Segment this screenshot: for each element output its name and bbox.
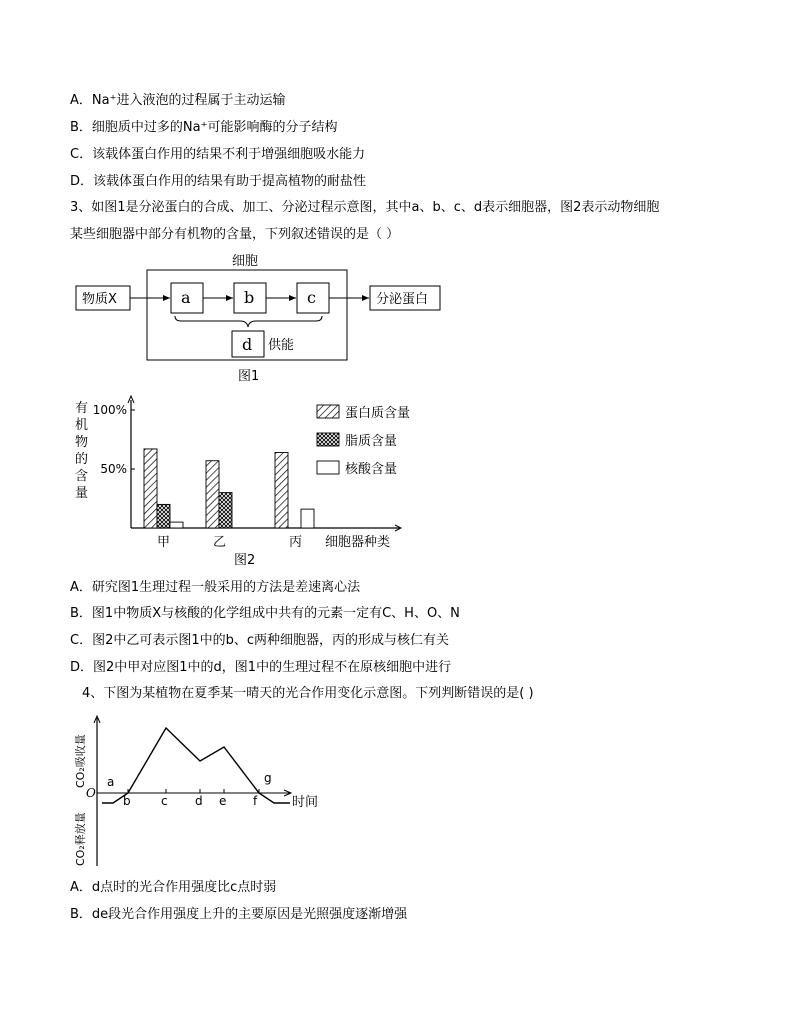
legend-label: 脂质含量 bbox=[345, 434, 398, 449]
q4-option-a: A．d点时的光合作用强度比c点时弱 bbox=[70, 880, 277, 895]
bar-diagonal-hatch-0 bbox=[144, 449, 157, 528]
bar-chart-category: 甲 bbox=[157, 535, 171, 550]
bar-chart-ylabel-char: 的 bbox=[75, 452, 89, 467]
bar-chart-xlabel: 细胞器种类 bbox=[325, 535, 391, 550]
point-label-b: b bbox=[123, 794, 131, 808]
bar-crosshatch-0 bbox=[157, 504, 170, 528]
fig1-organelle-d-label: d bbox=[242, 335, 253, 354]
bar-chart-category: 乙 bbox=[213, 535, 227, 550]
bar-blank-0 bbox=[170, 522, 183, 528]
q3-option-d: D．图2中甲对应图1中的d，图1中的生理过程不在原核细胞中进行 bbox=[70, 660, 452, 675]
bar-chart-ylabel-char: 物 bbox=[75, 435, 89, 450]
fig1-energy-label: 供能 bbox=[268, 338, 295, 353]
bar-chart-ylabel-char: 量 bbox=[75, 486, 89, 501]
bar-chart-ytick-label: 100% bbox=[92, 403, 127, 417]
q4-stem: 4、下图为某植物在夏季某一晴天的光合作用变化示意图。下列判断错误的是( ) bbox=[82, 686, 534, 701]
bar-chart-ytick-label: 50% bbox=[100, 462, 127, 476]
co2-curve bbox=[102, 728, 290, 803]
fig1-brace bbox=[175, 316, 322, 327]
bar-chart-ylabel-char: 机 bbox=[75, 418, 89, 433]
point-label-a: a bbox=[107, 775, 115, 789]
fig1-input-label: 物质X bbox=[82, 292, 117, 307]
q2-option-b: B．细胞质中过多的Na⁺可能影响酶的分子结构 bbox=[70, 120, 338, 135]
fig1-cell-label: 细胞 bbox=[232, 254, 259, 269]
legend-swatch-crosshatch bbox=[317, 433, 339, 446]
q3-stem-line2: 某些细胞器中部分有机物的含量，下列叙述错误的是（ ） bbox=[70, 227, 400, 242]
legend-swatch-diagonal-hatch bbox=[317, 405, 339, 418]
line-chart-origin: O bbox=[86, 786, 96, 800]
fig2-caption: 图2 bbox=[234, 553, 256, 568]
bar-crosshatch-1 bbox=[219, 493, 232, 528]
fig1-output-label: 分泌蛋白 bbox=[376, 292, 429, 307]
fig1-organelle-c-label: c bbox=[307, 288, 316, 307]
fig1-organelle-b bbox=[234, 283, 266, 313]
q3-option-b: B．图1中物质X与核酸的化学组成中共有的元素一定有C、H、O、N bbox=[70, 606, 460, 621]
q3-option-a: A．研究图1生理过程一般采用的方法是差速离心法 bbox=[70, 580, 361, 595]
bar-diagonal-hatch-2 bbox=[275, 452, 288, 528]
fig1-input-box bbox=[76, 286, 130, 310]
bar-blank-2 bbox=[301, 509, 314, 528]
point-label-d: d bbox=[195, 794, 203, 808]
legend-label: 核酸含量 bbox=[345, 462, 398, 477]
bar-chart-ylabel-char: 含 bbox=[75, 469, 89, 484]
q2-option-a: A．Na⁺进入液泡的过程属于主动运输 bbox=[70, 93, 286, 108]
fig1-output-box bbox=[370, 286, 440, 310]
fig1-organelle-b-label: b bbox=[244, 288, 255, 307]
point-label-c: c bbox=[161, 794, 168, 808]
point-label-e: e bbox=[219, 794, 227, 808]
bar-chart-category: 丙 bbox=[289, 535, 303, 550]
point-label-f: f bbox=[253, 794, 258, 808]
q2-option-d: D．该载体蛋白作用的结果有助于提高植物的耐盐性 bbox=[70, 174, 367, 189]
fig1-organelle-a-label: a bbox=[181, 288, 191, 307]
q4-option-b: B．de段光合作用强度上升的主要原因是光照强度逐渐增强 bbox=[70, 907, 408, 922]
line-chart-ylabel-neg: CO₂释放量 bbox=[74, 812, 87, 866]
bar-chart-ylabel bbox=[75, 401, 88, 501]
q3-option-c: C．图2中乙可表示图1中的b、c两种细胞器，丙的形成与核仁有关 bbox=[70, 633, 450, 648]
q3-stem-line1: 3、如图1是分泌蛋白的合成、加工、分泌过程示意图，其中a、b、c、d表示细胞器，图2表示动物细胞 bbox=[70, 200, 660, 215]
point-label-g: g bbox=[264, 771, 272, 785]
legend-label: 蛋白质含量 bbox=[345, 406, 411, 421]
fig1-organelle-a bbox=[171, 283, 203, 313]
line-chart-ylabel-pos: CO₂吸收量 bbox=[74, 734, 87, 788]
fig1-cell-box bbox=[147, 270, 347, 360]
q2-option-c: C．该载体蛋白作用的结果不利于增强细胞吸水能力 bbox=[70, 147, 366, 162]
fig1-organelle-d bbox=[232, 331, 264, 357]
line-chart-xlabel: 时间 bbox=[292, 795, 319, 810]
bar-chart-ylabel-char: 有 bbox=[75, 401, 89, 416]
fig1-organelle-c bbox=[297, 283, 329, 313]
bar-diagonal-hatch-1 bbox=[206, 461, 219, 528]
legend-swatch-blank bbox=[317, 461, 339, 474]
fig1-caption: 图1 bbox=[238, 369, 260, 384]
